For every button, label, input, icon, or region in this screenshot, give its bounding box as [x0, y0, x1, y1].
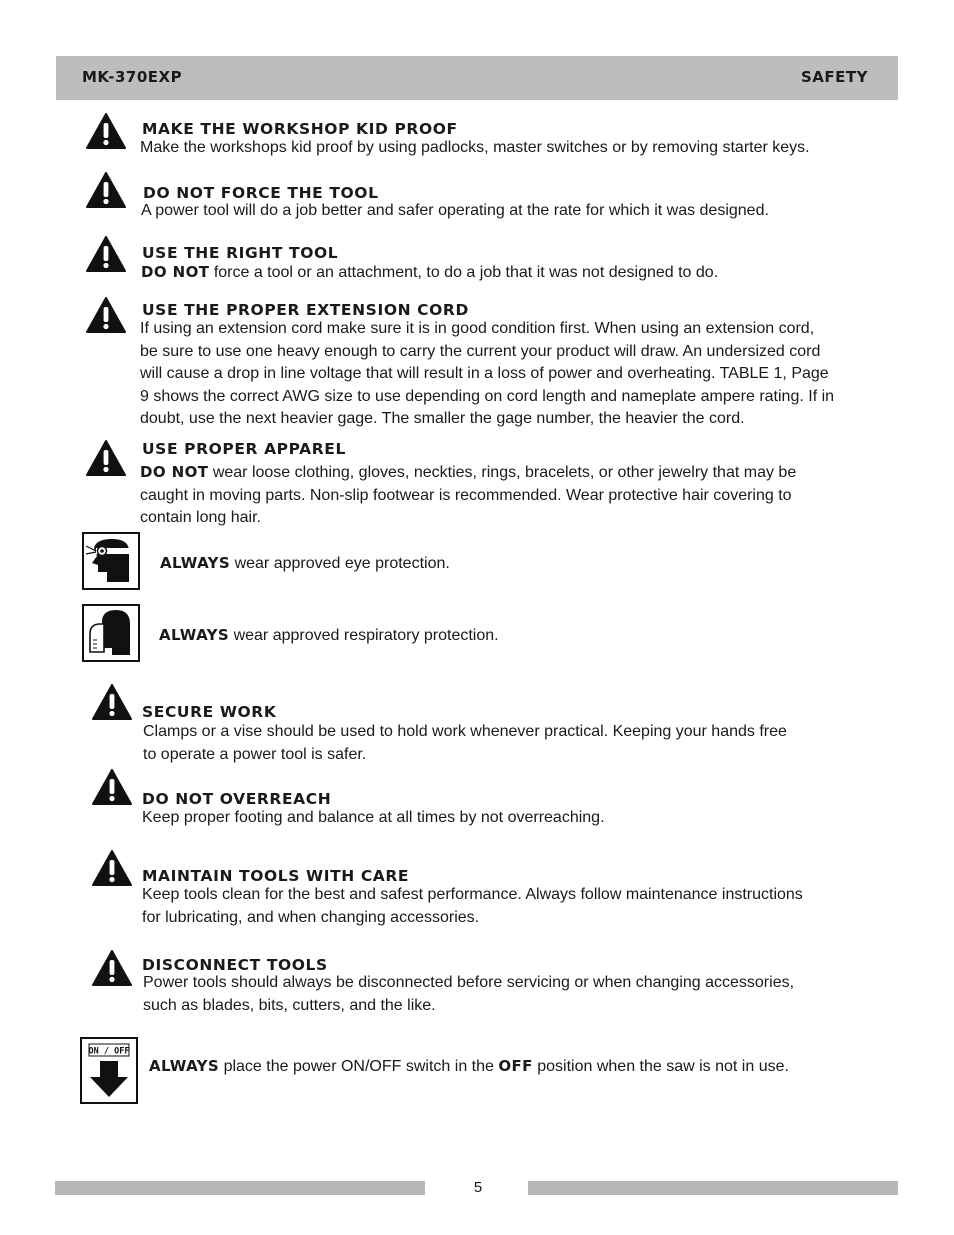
power-off-notice	[149, 1055, 789, 1079]
notice-text: place the power ON/OFF switch in the	[219, 1058, 499, 1075]
warning-triangle-icon	[86, 297, 126, 333]
respiratory-notice	[159, 624, 499, 648]
item-keyword: DO NOT	[140, 463, 209, 481]
page-number: 5	[473, 1179, 483, 1196]
notice-keyword: ALWAYS	[160, 554, 231, 572]
respirator-icon	[82, 604, 140, 666]
notice-text: wear approved respiratory protection.	[229, 627, 499, 644]
item-text: Keep proper footing and balance at all times by not overreaching.	[142, 809, 605, 826]
text-line: doubt, use the next heavier gage. The smaller the gage number, the heavier the cord.	[140, 410, 745, 427]
icon-label: ON / OFF	[88, 1046, 130, 1057]
text-line: Power tools should always be disconnected before servicing or when changing accessories,	[143, 974, 795, 991]
text-line: contain long hair.	[140, 509, 261, 526]
section-title: SAFETY	[801, 68, 868, 86]
item-title: MAINTAIN TOOLS WITH CARE	[142, 867, 410, 885]
item-text	[143, 972, 794, 1017]
item-title: SECURE WORK	[142, 703, 277, 721]
footer-bar-left	[55, 1181, 425, 1195]
item-text	[142, 884, 803, 929]
text-line: such as blades, bits, cutters, and the like.	[143, 996, 436, 1014]
item-title: MAKE THE WORKSHOP KID PROOF	[142, 120, 458, 138]
item-text	[143, 721, 787, 766]
item-title: USE THE RIGHT TOOL	[142, 244, 339, 262]
text-line: will cause a drop in line voltage that will result in a loss of power and overheating. TABLE 1, Page	[140, 365, 829, 382]
item-title: DISCONNECT TOOLS	[142, 956, 328, 974]
item-title: DO NOT FORCE THE TOOL	[143, 184, 379, 202]
text-line: If using an extension cord make sure it is in good condition first. When using an extension cord,	[140, 320, 815, 337]
warning-triangle-icon	[86, 236, 126, 272]
item-title: DO NOT OVERREACH	[142, 790, 332, 808]
eye-protection-notice	[160, 552, 450, 576]
warning-triangle-icon	[92, 850, 132, 886]
item-text	[140, 461, 796, 530]
warning-triangle-icon	[92, 769, 132, 805]
warning-triangle-icon	[86, 113, 126, 149]
notice-text: wear approved eye protection.	[230, 555, 450, 572]
item-title: USE THE PROPER EXTENSION CORD	[142, 301, 469, 319]
text-line: Keep tools clean for the best and safest performance. Always follow maintenance instructions	[142, 886, 803, 903]
item-title: USE PROPER APPAREL	[142, 440, 346, 458]
item-text	[141, 261, 718, 285]
power-off-icon	[80, 1037, 138, 1108]
item-text	[140, 318, 834, 431]
notice-keyword: ALWAYS	[159, 626, 230, 644]
notice-keyword: OFF	[498, 1057, 533, 1075]
notice-keyword: ALWAYS	[149, 1057, 220, 1075]
text-line: be sure to use one heavy enough to carry the current your product will draw. An undersized cord	[140, 342, 821, 360]
text-line: caught in moving parts. Non-slip footwear is recommended. Wear protective hair covering to	[140, 486, 792, 504]
item-keyword: DO NOT	[141, 263, 210, 281]
warning-triangle-icon	[92, 684, 132, 720]
text-line: wear loose clothing, gloves, neckties, rings, bracelets, or other jewelry that may be	[208, 464, 797, 481]
text-line: for lubricating, and when changing accessories.	[142, 908, 480, 926]
footer-bar-right	[528, 1181, 898, 1195]
page-header	[56, 56, 898, 100]
item-text: Make the workshops kid proof by using padlocks, master switches or by removing starter keys.	[140, 139, 810, 156]
eye-protection-icon	[82, 532, 140, 594]
notice-text: position when the saw is not in use.	[532, 1058, 789, 1075]
item-text: A power tool will do a job better and safer operating at the rate for which it was designed.	[141, 202, 769, 219]
warning-triangle-icon	[86, 440, 126, 476]
text-line: Clamps or a vise should be used to hold work whenever practical. Keeping your hands free	[143, 723, 787, 740]
text-line: to operate a power tool is safer.	[143, 745, 367, 763]
warning-triangle-icon	[86, 172, 126, 208]
item-text-rest: force a tool or an attachment, to do a job that it was not designed to do.	[209, 264, 719, 281]
model-number: MK-370EXP	[82, 68, 183, 86]
warning-triangle-icon	[92, 950, 132, 986]
text-line: 9 shows the correct AWG size to use depending on cord length and nameplate ampere rating. If in	[140, 387, 835, 405]
